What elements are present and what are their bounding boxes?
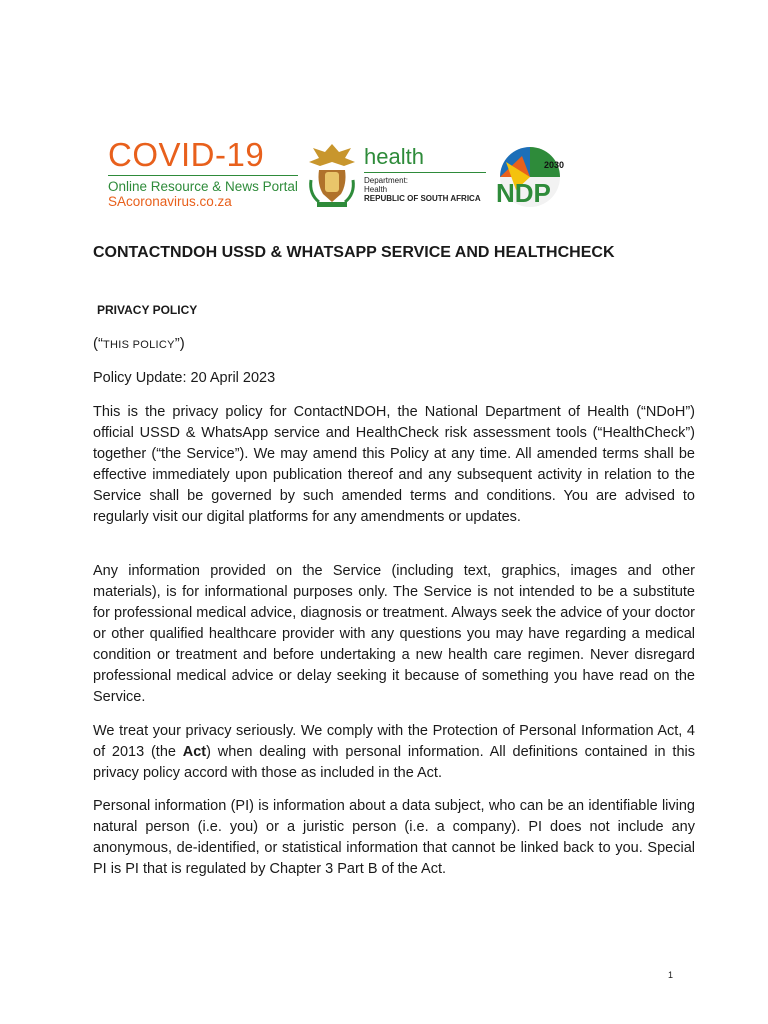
covid-logo-url: SAcoronavirus.co.za: [108, 194, 232, 209]
health-logo-dept: Department:: [364, 176, 409, 185]
ndp-year: 2030: [544, 160, 565, 170]
policy-update-date: Policy Update: 20 April 2023: [93, 370, 276, 386]
covid-logo-subtitle: Online Resource & News Portal: [108, 179, 298, 194]
document-title: CONTACTNDOH USSD & WHATSAPP SERVICE AND HEALTHCHECK: [93, 244, 615, 261]
paragraph-intro: This is the privacy policy for ContactNDOH, the National Department of Health (“NDoH”) official USSD & WhatsApp service and HealthCheck risk assessment tools (“HealthCheck”) together (“the Service”). We may amend this Policy at any time. All amended terms shall be effective immediately upon publication thereof and any subsequent activity in relation to the Service shall be governed by such amended terms and conditions. You are advised to regularly visit our digital platforms for any amendments or updates.: [93, 404, 695, 525]
paragraph-privacy-act-a: We treat your privacy seriously. We comply with the Protection of Personal Information Act, 4 of 2013 (the: [93, 723, 695, 760]
covid-logo-rule: [108, 175, 298, 176]
this-policy-text: THIS POLICY: [103, 339, 175, 351]
ndp-text: NDP: [496, 178, 551, 208]
paragraph-privacy-act: [93, 721, 695, 784]
health-logo-rule: [364, 172, 486, 173]
paragraph-personal-information: Personal information (PI) is information about a data subject, who can be an identifiable living natural person (i.e. you) or a juristic person (i.e. a company). PI does not include any anonymous, de-identified, or statistical information that cannot be linked back to you. Special PI is PI that is regulated by Chapter 3 Part B of the Act.: [93, 798, 695, 877]
covid-portal-logo: [108, 138, 300, 209]
paragraph-disclaimer: Any information provided on the Service (including text, graphics, images and other materials), is for informational purposes only. The Service is not intended to be a substitute for professional medical advice, diagnosis or treatment. Always seek the advice of your doctor or other qualified healthcare provider with any questions you may have regarding a medical condition or treatment and before undertaking a new health care regimen. Never disregard professional medical advice or delay seeking it because of something you have read on the Service.: [93, 563, 695, 705]
this-policy-open: (“: [93, 335, 103, 352]
health-logo-word: health: [364, 144, 424, 169]
header-logos: [108, 138, 573, 210]
health-logo-health: Health: [364, 185, 388, 194]
health-logo-republic: REPUBLIC OF SOUTH AFRICA: [364, 194, 481, 203]
paragraph-privacy-act-b: ) when dealing with personal information. All definitions contained in this privacy policy accord with those as included in the Act.: [93, 744, 695, 781]
page-number: 1: [668, 970, 674, 980]
coat-of-arms-icon: [305, 140, 359, 208]
paragraph-privacy-act-bold: Act: [182, 744, 207, 760]
covid-logo-title: COVID-19: [108, 136, 265, 173]
ndp-2030-logo-icon: [492, 146, 572, 208]
this-policy-label: [93, 335, 185, 352]
health-department-logo: [364, 146, 494, 203]
document-subtitle: PRIVACY POLICY: [97, 303, 198, 317]
this-policy-close: ”): [174, 335, 185, 352]
